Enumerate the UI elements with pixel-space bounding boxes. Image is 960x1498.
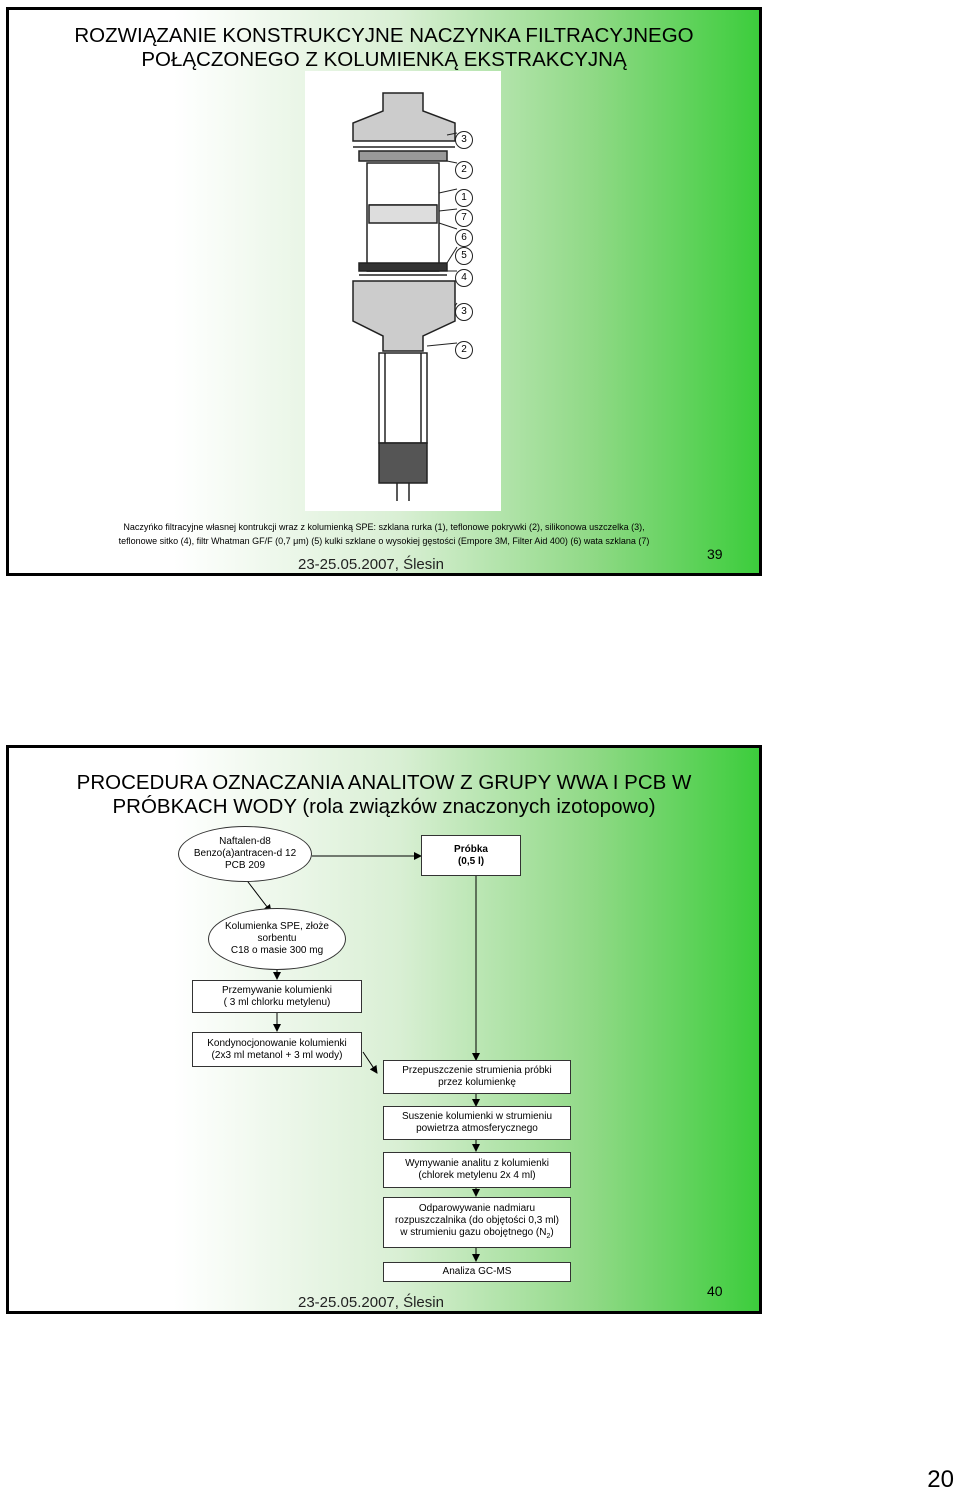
wash-node <box>192 980 362 1013</box>
wash-line: Przemywanie kolumienki <box>221 984 333 996</box>
wash-line: ( 3 ml chlorku metylenu) <box>223 996 331 1008</box>
sample-pass-line: przez kolumienkę <box>438 1077 516 1088</box>
sample-pass-node <box>383 1060 571 1094</box>
figure-part-label: 7 <box>455 209 473 227</box>
figure-part-label: 6 <box>455 229 473 247</box>
spe-line: C18 o masie 300 mg <box>230 945 324 956</box>
conditioning-line: Kondynocjonowanie kolumienki <box>207 1037 347 1049</box>
slide-title-line2: PRÓBKACH WODY (rola związków znaczonych izotopowo) <box>112 795 656 818</box>
slide-title-line1: ROZWIĄZANIE KONSTRUKCYJNE NACZYNKA FILTRACYJNEGO <box>74 24 694 47</box>
evaporation-text: w strumieniu gazu obojętnego (N <box>400 1226 547 1238</box>
page-number: 20 <box>927 1466 954 1493</box>
figure-part-label: 2 <box>455 341 473 359</box>
slide-number: 39 <box>707 546 723 562</box>
filtration-vessel-figure <box>305 71 501 511</box>
spe-line: sorbentu <box>257 933 297 944</box>
slide-title-line1: PROCEDURA OZNACZANIA ANALITOW Z GRUPY WWA I PCB W <box>76 771 692 794</box>
figure-caption-line2: teflonowe sitko (4), filtr Whatman GF/F (0,7 μm) (5) kulki szklane o wysokiej gęstości (Empore 3M, Filter Aid 400) (6) wata szklana (7) <box>118 536 650 546</box>
figure-part-label: 4 <box>455 269 473 287</box>
drying-line: Suszenie kolumienki w strumieniu <box>401 1111 553 1122</box>
evaporation-node <box>383 1197 571 1248</box>
spe-column-node <box>208 908 346 970</box>
slide-40 <box>6 745 762 1314</box>
slide-number: 40 <box>707 1283 723 1299</box>
spe-line: Kolumienka SPE, złoże <box>225 921 329 932</box>
sample-pass-line: Przepuszczenie strumienia próbki <box>402 1065 552 1076</box>
sample-node <box>421 835 521 876</box>
figure-caption-line1: Naczyńko filtracyjne własnej kontrukcji wraz z kolumienką SPE: szklana rurka (1), teflonowe pokrywki (2), silikonowa uszczelka (3), <box>123 522 645 532</box>
figure-part-label: 2 <box>455 161 473 179</box>
slide-footer: 23-25.05.2007, Ślesin <box>298 556 444 573</box>
standards-line: PCB 209 <box>224 860 266 871</box>
conditioning-node <box>192 1032 362 1067</box>
slide-39 <box>6 7 762 576</box>
figure-part-label: 5 <box>455 247 473 265</box>
figure-part-label: 1 <box>455 189 473 207</box>
evaporation-close: ) <box>550 1226 554 1238</box>
drying-line: powietrza atmosferycznego <box>416 1123 538 1134</box>
elution-line: Wymywanie analitu z kolumienki <box>405 1158 549 1169</box>
gcms-label: Analiza GC-MS <box>442 1266 512 1277</box>
evaporation-line: rozpuszczalnika (do objętości 0,3 ml) <box>395 1214 559 1226</box>
standards-line: Benzo(a)antracen-d 12 <box>193 848 297 859</box>
elution-line: (chlorek metylenu 2x 4 ml) <box>418 1170 536 1181</box>
nitrogen-subscript: 2 <box>546 1232 551 1240</box>
evaporation-line <box>400 1227 553 1243</box>
sample-label: Próbka <box>454 843 488 855</box>
drying-node <box>383 1106 571 1140</box>
gcms-node <box>383 1262 571 1282</box>
sample-volume: (0,5 l) <box>457 855 485 867</box>
standards-line: Naftalen-d8 <box>219 836 271 847</box>
figure-part-label: 3 <box>455 303 473 321</box>
elution-node <box>383 1152 571 1188</box>
evaporation-line: Odparowywanie nadmiaru <box>418 1202 536 1214</box>
slide-title-line2: POŁĄCZONEGO Z KOLUMIENKĄ EKSTRAKCYJNĄ <box>141 48 627 71</box>
conditioning-line: (2x3 ml metanol + 3 ml wody) <box>211 1049 343 1061</box>
figure-part-label: 3 <box>455 131 473 149</box>
slide-footer: 23-25.05.2007, Ślesin <box>298 1294 444 1311</box>
standards-node <box>178 826 312 882</box>
